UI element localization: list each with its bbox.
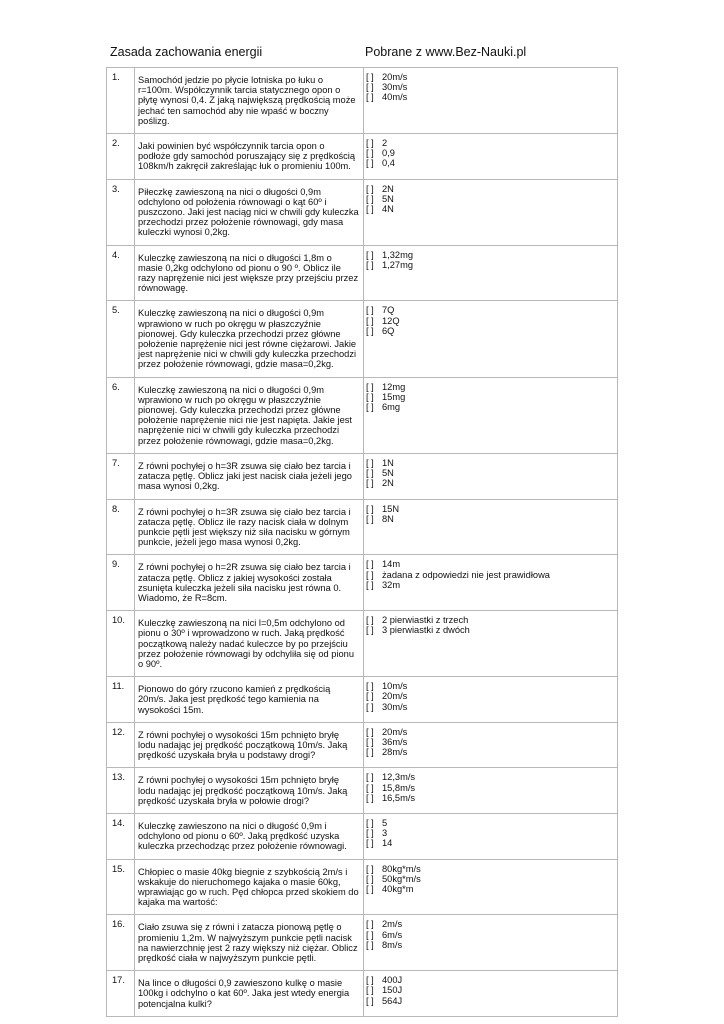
question-text: Ciało zsuwa się z równi i zatacza pionową pętlę o promieniu 1,2m. W najwyższym punkcie pętli nacisk na nawierzchnię jest 2 razy większy niż ciężar. Oblicz prędkość ciała w najwyższym punkcie pętli. [135, 915, 364, 971]
question-row [107, 68, 618, 134]
answer-options [364, 555, 618, 611]
question-number: 3. [107, 179, 135, 245]
answer-option-label: żadana z odpowiedzi nie jest prawidłowa [382, 569, 550, 580]
answer-option-label: 1,32mg [382, 249, 414, 260]
answer-checkbox[interactable]: [ ] [366, 148, 374, 159]
answer-checkbox[interactable]: [ ] [366, 193, 374, 204]
answer-checkbox[interactable]: [ ] [366, 559, 374, 570]
answer-option-label: 40kg*m [382, 883, 414, 894]
question-text: Kuleczkę zawieszoną na nici o długości 0,9m wprawiono w ruch po okręgu w płaszczyźnie pionowej. Gdy kuleczka przechodzi przez główne położenie naprężenie nici nie jest napięta. Jakie jest naprężenie nici w chwili gdy kuleczka przechodzi przez położenie równowagi, gdzie masa=0,2kg. [135, 377, 364, 453]
answer-option[interactable] [366, 158, 615, 168]
question-number: 6. [107, 377, 135, 453]
answer-checkbox[interactable]: [ ] [366, 158, 374, 169]
answer-options [364, 768, 618, 814]
answer-option[interactable] [366, 580, 615, 590]
answer-options [364, 453, 618, 499]
answer-checkbox[interactable]: [ ] [366, 249, 374, 260]
question-text: Z równi pochyłej o wysokości 15m pchnięto bryłę lodu nadając jej prędkość początkową 10m/s. Jaką prędkość uzyskała bryła w połowie drogi? [135, 768, 364, 814]
answer-option[interactable] [366, 326, 615, 336]
answer-option-label: 1N [382, 457, 394, 468]
answer-option-label: 6m/s [382, 929, 403, 940]
answer-option-label: 20m/s [382, 691, 408, 702]
question-text: Z równi pochyłej o h=3R zsuwa się ciało bez tarcia i zatacza pętlę. Oblicz ile razy nacisk ciała w dolnym punkcie pętli jest większy niż siła nacisku w górnym punkcie, jeżeli jego masa wynosi 0,2kg. [135, 499, 364, 555]
answer-checkbox[interactable]: [ ] [366, 579, 374, 590]
answer-option[interactable] [366, 783, 615, 793]
answer-option[interactable] [366, 504, 615, 514]
answer-option[interactable] [366, 737, 615, 747]
answer-option[interactable] [366, 204, 615, 214]
answer-option[interactable] [366, 838, 615, 848]
answer-checkbox[interactable]: [ ] [366, 325, 374, 336]
answer-options [364, 971, 618, 1017]
answer-checkbox[interactable]: [ ] [366, 468, 374, 479]
answer-option-label: 4N [382, 204, 394, 215]
document-title: Zasada zachowania energii [110, 45, 263, 59]
answer-option[interactable] [366, 615, 615, 625]
answer-option-label: 0,9 [382, 148, 395, 159]
answer-checkbox[interactable]: [ ] [366, 919, 374, 930]
question-row [107, 611, 618, 677]
answer-option[interactable] [366, 382, 615, 392]
answer-options [364, 915, 618, 971]
answer-checkbox[interactable]: [ ] [366, 883, 374, 894]
answer-checkbox[interactable]: [ ] [366, 457, 374, 468]
answer-option-label: 150J [382, 985, 403, 996]
answer-checkbox[interactable]: [ ] [366, 204, 374, 215]
answer-checkbox[interactable]: [ ] [366, 726, 374, 737]
question-row [107, 722, 618, 768]
answer-option[interactable] [366, 250, 615, 260]
answer-option-label: 1,27mg [382, 259, 414, 270]
answer-option[interactable] [366, 930, 615, 940]
answer-checkbox[interactable]: [ ] [366, 183, 374, 194]
answer-checkbox[interactable]: [ ] [366, 82, 374, 93]
answer-checkbox[interactable]: [ ] [366, 315, 374, 326]
answer-option[interactable] [366, 625, 615, 635]
answer-checkbox[interactable]: [ ] [366, 681, 374, 692]
answer-options [364, 677, 618, 723]
answer-option[interactable] [366, 940, 615, 950]
answer-options [364, 134, 618, 180]
answer-option-label: 7Q [382, 305, 395, 316]
answer-option-label: 6Q [382, 325, 395, 336]
answer-option-label: 2N [382, 183, 394, 194]
answer-option[interactable] [366, 793, 615, 803]
answer-checkbox[interactable]: [ ] [366, 838, 374, 849]
question-text: Kuleczkę zawieszoną na nici o długości 0,9m wprawiono w ruch po okręgu w płaszczyźnie pionowej. Gdy kuleczka przechodzi przez główne położenie naprężenie nici jest równe ciężarowi. Jakie jest naprężenie nici w chwili gdy kuleczka przechodzi przez położenie równowagi, gdzie masa=0,2kg. [135, 301, 364, 377]
answer-option[interactable] [366, 559, 615, 569]
answer-checkbox[interactable]: [ ] [366, 863, 374, 874]
answer-checkbox[interactable]: [ ] [366, 736, 374, 747]
answer-checkbox[interactable]: [ ] [366, 625, 374, 636]
answer-checkbox[interactable]: [ ] [366, 259, 374, 270]
answer-checkbox[interactable]: [ ] [366, 828, 374, 839]
answer-option[interactable] [366, 92, 615, 102]
answer-option-label: 20m/s [382, 726, 408, 737]
answer-checkbox[interactable]: [ ] [366, 513, 374, 524]
answer-option[interactable] [366, 772, 615, 782]
answer-option[interactable] [366, 975, 615, 985]
question-text: Z równi pochyłej o h=2R zsuwa się ciało bez tarcia i zatacza pętlę. Oblicz z jakiej wysokości została zsunięta kuleczka jeżeli siła nacisku jest równa 0. Wiadomo, że R=8cm. [135, 555, 364, 611]
answer-option-label: 32m [382, 579, 401, 590]
answer-checkbox[interactable]: [ ] [366, 792, 374, 803]
answer-option-label: 80kg*m/s [382, 863, 421, 874]
answer-option[interactable] [366, 691, 615, 701]
answer-option[interactable] [366, 468, 615, 478]
answer-options [364, 301, 618, 377]
answer-option-label: 12Q [382, 315, 400, 326]
answer-option-label: 10m/s [382, 681, 408, 692]
question-number: 17. [107, 971, 135, 1017]
answer-checkbox[interactable]: [ ] [366, 92, 374, 103]
answer-option-label: 40m/s [382, 92, 408, 103]
answer-checkbox[interactable]: [ ] [366, 782, 374, 793]
answer-option-label: 2N [382, 478, 394, 489]
question-text: Z równi pochyłej o wysokości 15m pchnięto bryłę lodu nadając jej prędkość początkową 10m/s. Jaką prędkość uzyskała bryła u podstawy drogi? [135, 722, 364, 768]
answer-option-label: 3 [382, 828, 388, 839]
answer-option[interactable] [366, 702, 615, 712]
answer-options [364, 179, 618, 245]
answer-option-label: 36m/s [382, 736, 408, 747]
answer-checkbox[interactable]: [ ] [366, 691, 374, 702]
answer-option-label: 15N [382, 503, 400, 514]
answer-options [364, 611, 618, 677]
answer-option[interactable] [366, 305, 615, 315]
answer-option-label: 16,5m/s [382, 792, 416, 803]
question-row [107, 813, 618, 859]
answer-option[interactable] [366, 727, 615, 737]
answer-option[interactable] [366, 818, 615, 828]
answer-options [364, 68, 618, 134]
question-text: Pionowo do góry rzucono kamień z prędkością 20m/s. Jaka jest prędkość tego kamienia na wysokości 15m. [135, 677, 364, 723]
question-text: Na lince o długości 0,9 zawieszono kulkę o masie 100kg i odchylno o kat 60º. Jaka jest wtedy energia potencjalna kulki? [135, 971, 364, 1017]
question-row [107, 453, 618, 499]
question-row [107, 555, 618, 611]
answer-option-label: 14m [382, 559, 401, 570]
question-text: Jaki powinien być współczynnik tarcia opon o podłoże gdy samochód poruszający się z prędkością 108km/h zakręcił zakreślając łuk o promieniu 100m. [135, 134, 364, 180]
answer-option-label: 5 [382, 817, 388, 828]
answer-checkbox[interactable]: [ ] [366, 381, 374, 392]
question-text: Z równi pochyłej o h=3R zsuwa się ciało bez tarcia i zatacza pętlę. Oblicz jaki jest nacisk ciała jeżeli jego masa wynosi 0,2kg. [135, 453, 364, 499]
question-number: 14. [107, 813, 135, 859]
answer-option-label: 8N [382, 513, 394, 524]
question-number: 9. [107, 555, 135, 611]
question-number: 13. [107, 768, 135, 814]
questions-table-body [107, 68, 618, 1017]
question-number: 7. [107, 453, 135, 499]
answer-option[interactable] [366, 392, 615, 402]
questions-table [106, 67, 618, 1017]
answer-options [364, 377, 618, 453]
answer-option[interactable] [366, 82, 615, 92]
question-text: Piłeczkę zawieszoną na nici o długości 0,9m odchylono od położenia równowagi o kąt 60º i puszczono. Jaki jest naciąg nici w chwili gdy kuleczka przechodzi przez położenie równowagi, gdy masa kuleczki wynosi 0,2kg. [135, 179, 364, 245]
answer-options [364, 813, 618, 859]
answer-option-label: 2 pierwiastki z trzech [382, 615, 469, 626]
answer-option-label: 30m/s [382, 82, 408, 93]
answer-option[interactable] [366, 402, 615, 412]
answer-option[interactable] [366, 184, 615, 194]
answer-option[interactable] [366, 194, 615, 204]
answer-option-label: 15mg [382, 391, 406, 402]
answer-checkbox[interactable]: [ ] [366, 72, 374, 82]
answer-option[interactable] [366, 884, 615, 894]
answer-option-label: 15,8m/s [382, 782, 416, 793]
answer-option-label: 6mg [382, 402, 401, 413]
answer-options [364, 722, 618, 768]
answer-option-label: 5N [382, 193, 394, 204]
question-text: Chłopiec o masie 40kg biegnie z szybkością 2m/s i wskakuje do nieruchomego kajaka o masie 60kg, wprawiając go w ruch. Pęd chłopca przed skokiem do kajaka ma wartość: [135, 859, 364, 915]
question-text: Kuleczkę zawieszoną na nici o długości 1,8m o masie 0,2kg odchylono od pionu o 90 º. Oblicz ile razy naprężenie nici jest większe przy przejściu przez równowagę. [135, 245, 364, 301]
question-number: 10. [107, 611, 135, 677]
answer-option[interactable] [366, 996, 615, 1006]
answer-checkbox[interactable]: [ ] [366, 817, 374, 828]
answer-option-label: 12,3m/s [382, 772, 416, 783]
answer-checkbox[interactable]: [ ] [366, 615, 374, 626]
answer-option[interactable] [366, 458, 615, 468]
answer-option-label: 8m/s [382, 939, 403, 950]
document-source: Pobrane z www.Bez-Nauki.pl [365, 45, 527, 59]
answer-checkbox[interactable]: [ ] [366, 391, 374, 402]
question-row [107, 377, 618, 453]
question-row [107, 677, 618, 723]
answer-option-label: 2m/s [382, 919, 403, 930]
question-number: 4. [107, 245, 135, 301]
answer-checkbox[interactable]: [ ] [366, 569, 374, 580]
question-number: 11. [107, 677, 135, 723]
question-number: 5. [107, 301, 135, 377]
answer-option[interactable] [366, 138, 615, 148]
answer-checkbox[interactable]: [ ] [366, 939, 374, 950]
answer-checkbox[interactable]: [ ] [366, 305, 374, 316]
answer-checkbox[interactable]: [ ] [366, 985, 374, 996]
answer-option[interactable] [366, 514, 615, 524]
answer-options [364, 859, 618, 915]
answer-option[interactable] [366, 874, 615, 884]
question-row [107, 971, 618, 1017]
answer-option-label: 3 pierwiastki z dwóch [382, 625, 470, 636]
answer-option[interactable] [366, 919, 615, 929]
answer-option[interactable] [366, 864, 615, 874]
answer-option-label: 50kg*m/s [382, 873, 421, 884]
question-row [107, 301, 618, 377]
question-number: 8. [107, 499, 135, 555]
question-row [107, 915, 618, 971]
answer-option-label: 30m/s [382, 701, 408, 712]
answer-option-label: 28m/s [382, 747, 408, 758]
answer-checkbox[interactable]: [ ] [366, 701, 374, 712]
answer-checkbox[interactable]: [ ] [366, 138, 374, 149]
answer-option[interactable] [366, 260, 615, 270]
question-text: Samochód jedzie po płycie lotniska po łuku o r=100m. Współczynnik tarcia statycznego opon o płytę wynosi 0,4. Z jaką największą prędkością może jechać ten samochód aby nie wpaść w boczny poślizg. [135, 68, 364, 134]
answer-options [364, 245, 618, 301]
answer-checkbox[interactable]: [ ] [366, 975, 374, 986]
answer-option-label: 564J [382, 995, 403, 1006]
answer-checkbox[interactable]: [ ] [366, 402, 374, 413]
answer-checkbox[interactable]: [ ] [366, 929, 374, 940]
answer-checkbox[interactable]: [ ] [366, 747, 374, 758]
question-number: 1. [107, 68, 135, 134]
answer-checkbox[interactable]: [ ] [366, 995, 374, 1006]
answer-option[interactable] [366, 985, 615, 995]
answer-option-label: 5N [382, 468, 394, 479]
answer-option[interactable] [366, 681, 615, 691]
answer-checkbox[interactable]: [ ] [366, 503, 374, 514]
answer-option-label: 2 [382, 138, 388, 149]
question-number: 12. [107, 722, 135, 768]
answer-checkbox[interactable]: [ ] [366, 478, 374, 489]
answer-option-label: 400J [382, 975, 403, 986]
question-text: Kuleczkę zawieszoną na nici l=0,5m odchylono od pionu o 30º i wprowadzono w ruch. Jaką prędkość początkową należy nadać kuleczce by po przejściu przez położenie równowagi by odchyliła się od pionu o 90º. [135, 611, 364, 677]
answer-option-label: 20m/s [382, 72, 408, 82]
answer-option[interactable] [366, 316, 615, 326]
answer-option[interactable] [366, 747, 615, 757]
question-row [107, 245, 618, 301]
question-row [107, 768, 618, 814]
answer-option[interactable] [366, 148, 615, 158]
answer-checkbox[interactable]: [ ] [366, 873, 374, 884]
question-row [107, 179, 618, 245]
answer-option[interactable] [366, 478, 615, 488]
answer-option[interactable] [366, 570, 615, 580]
question-row [107, 134, 618, 180]
question-text: Kuleczkę zawieszono na nici o długość 0,9m i odchylono od pionu o 60º. Jaką prędkość uzyska kuleczka przechodząc przez położenie równowagi. [135, 813, 364, 859]
question-number: 2. [107, 134, 135, 180]
answer-option[interactable] [366, 828, 615, 838]
question-row [107, 499, 618, 555]
answer-option[interactable] [366, 72, 615, 82]
answer-option-label: 0,4 [382, 158, 395, 169]
question-number: 16. [107, 915, 135, 971]
answer-option-label: 12mg [382, 381, 406, 392]
question-number: 15. [107, 859, 135, 915]
answer-checkbox[interactable]: [ ] [366, 772, 374, 783]
question-row [107, 859, 618, 915]
answer-options [364, 499, 618, 555]
answer-option-label: 14 [382, 838, 393, 849]
